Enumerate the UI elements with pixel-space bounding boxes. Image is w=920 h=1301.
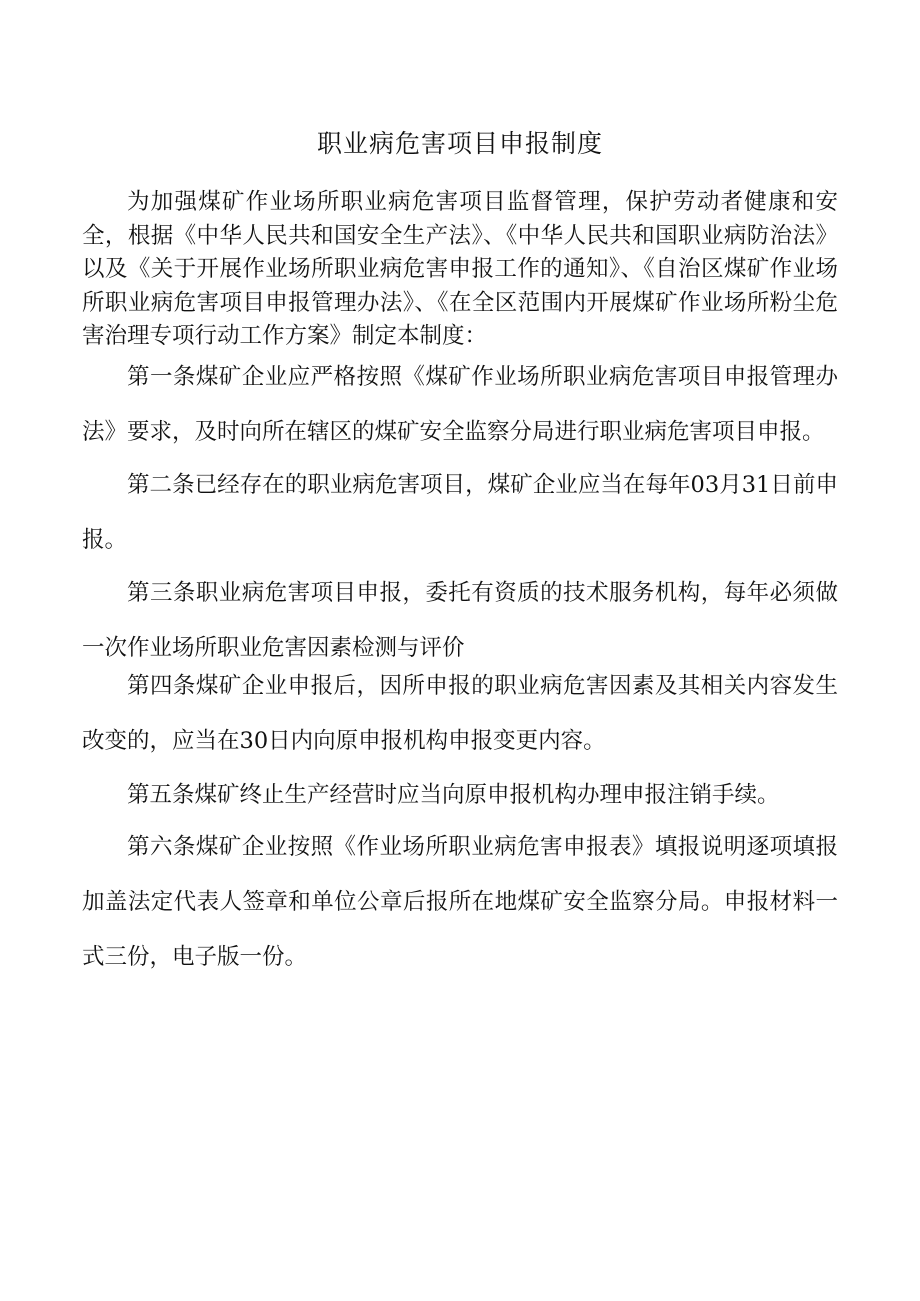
article-2: 第二条已经存在的职业病危害项目，煤矿企业应当在每年03月31日前申报。 — [82, 472, 838, 553]
article-6: 第六条煤矿企业按照《作业场所职业病危害申报表》填报说明逐项填报加盖法定代表人签章和单位公章后报所在地煤矿安全监察分局。申报材料一式三份，电子版一份。 — [82, 834, 838, 970]
intro-paragraph: 为加强煤矿作业场所职业病危害项目监督管理，保护劳动者健康和安全，根据《中华人民共和国安全生产法》、《中华人民共和国职业病防治法》以及《关于开展作业场所职业病危害申报工作的通知》、《自治区煤矿作业场所职业病危害项目申报管理办法》、《在全区范围内开展煤矿作业场所粉尘危害治理专项行动工作方案》制定本制度： — [82, 189, 838, 349]
article-4: 第四条煤矿企业申报后，因所申报的职业病危害因素及其相关内容发生改变的，应当在30日内向原申报机构申报变更内容。 — [82, 673, 838, 754]
article-5: 第五条煤矿终止生产经营时应当向原申报机构办理申报注销手续。 — [127, 782, 780, 808]
document-title: 职业病危害项目申报制度 — [316, 129, 603, 158]
article-1: 第一条煤矿企业应严格按照《煤矿作业场所职业病危害项目申报管理办法》要求，及时向所在辖区的煤矿安全监察分局进行职业病危害项目申报。 — [82, 364, 838, 445]
article-3: 第三条职业病危害项目申报，委托有资质的技术服务机构，每年必须做一次作业场所职业危害因素检测与评价 — [82, 580, 838, 661]
